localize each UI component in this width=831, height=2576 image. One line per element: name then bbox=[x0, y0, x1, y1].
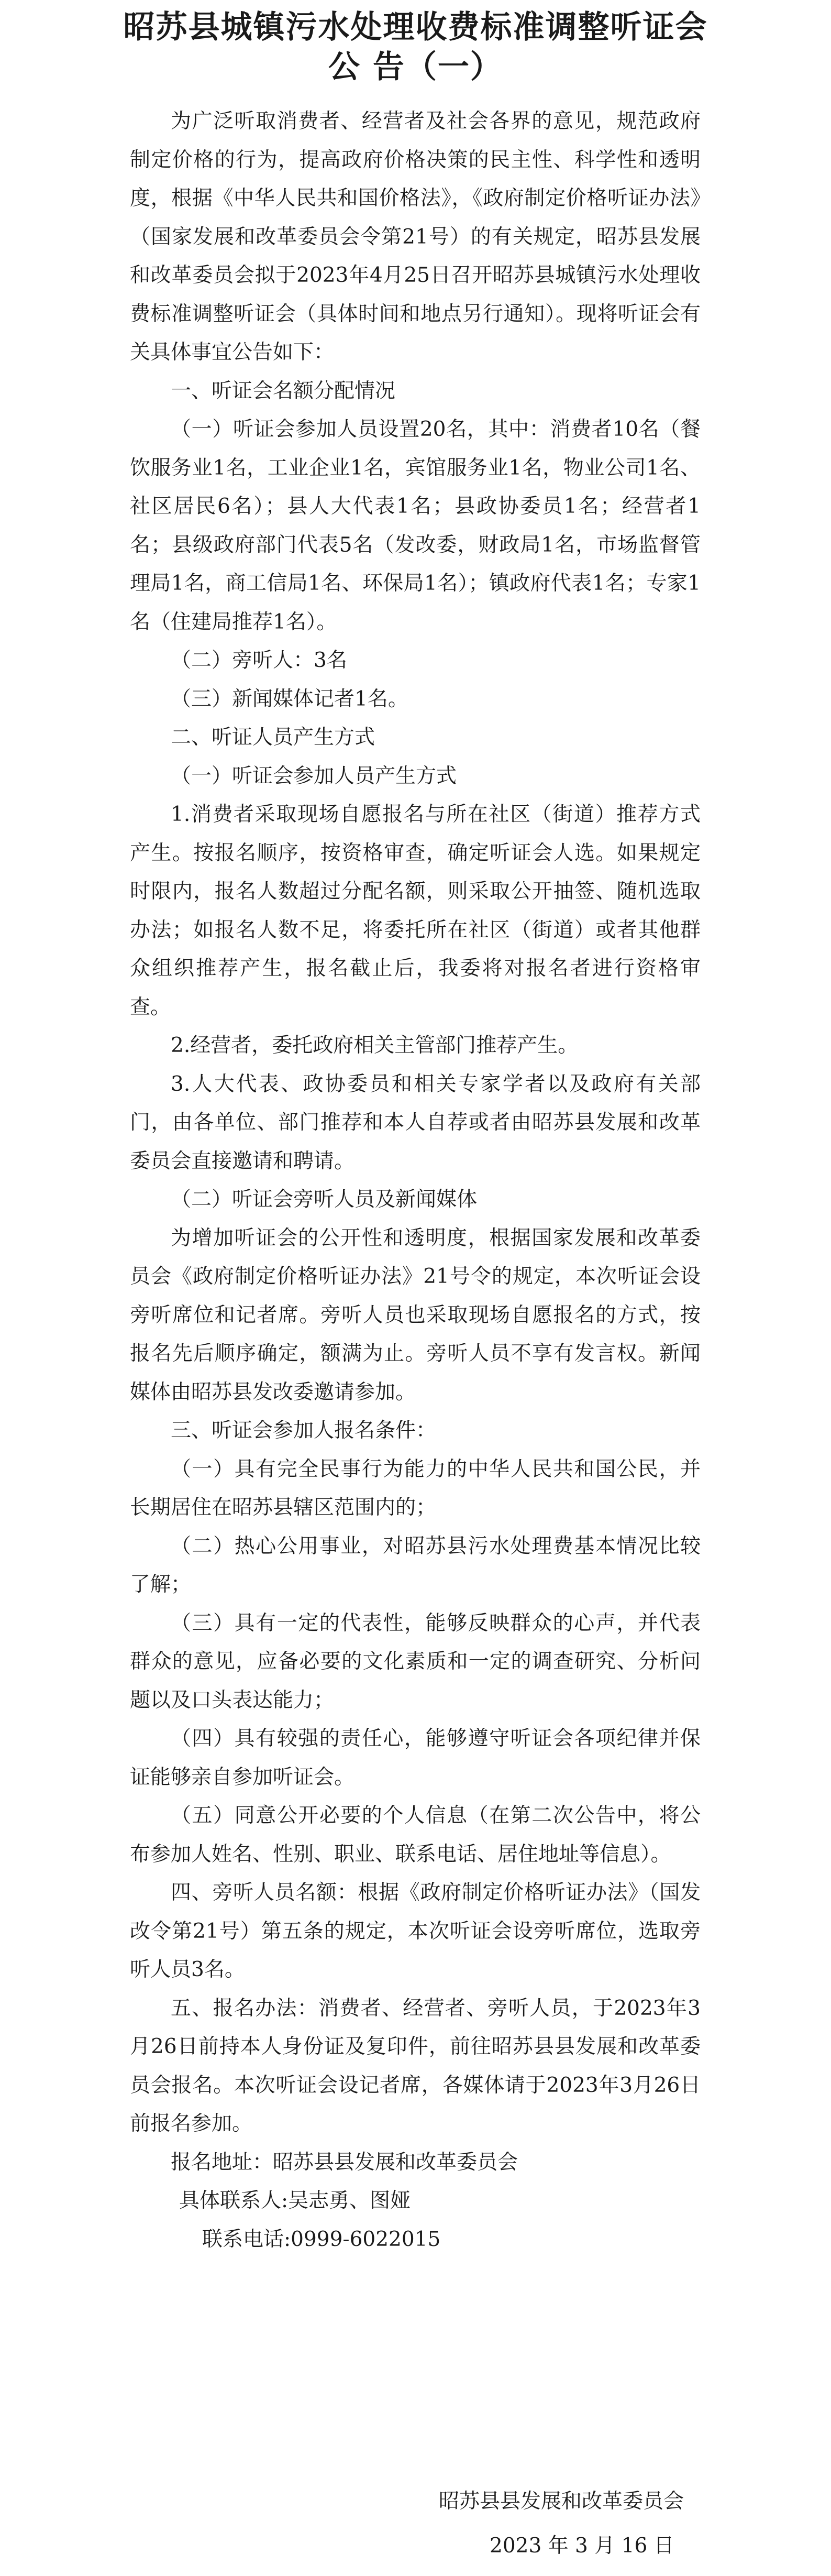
selection-subheading: （一）听证会参加人员产生方式 bbox=[171, 764, 457, 788]
quota-media-paragraph: （三）新闻媒体记者1名。 bbox=[171, 687, 408, 711]
section-registration: 五、报名办法：消费者、经营者、旁听人员，于2023年3月26日前持本人身份证及复印件，前往昭苏县县发展和改革委员会报名。本次听证会设记者席，各媒体请于2023年3月26日前报名参加。 bbox=[130, 1996, 701, 2135]
section-heading-conditions: 三、听证会参加人报名条件： bbox=[171, 1419, 437, 1442]
condition-1-paragraph: （一）具有完全民事行为能力的中华人民共和国公民，并长期居住在昭苏县辖区范围内的； bbox=[130, 1457, 701, 1519]
observers-subheading: （二）听证会旁听人员及新闻媒体 bbox=[171, 1188, 478, 1211]
selection-operators-paragraph: 2.经营者，委托政府相关主管部门推荐产生。 bbox=[171, 1034, 579, 1057]
selection-consumers-paragraph: 1.消费者采取现场自愿报名与所在社区（街道）推荐方式产生。按报名顺序，按资格审查，确定听证会人选。如果规定时限内，报名人数超过分配名额，则采取公开抽签、随机选取办法；如报名人数不足，将委托所在社区（街道）或者其他群众组织推荐产生，报名截止后，我委将对报名者进行资格审查。 bbox=[130, 803, 701, 1019]
condition-2-paragraph: （二）热心公用事业，对昭苏县污水处理费基本情况比较了解； bbox=[130, 1534, 701, 1596]
page-subtitle: 公 告（一） bbox=[328, 49, 503, 85]
condition-4-paragraph: （四）具有较强的责任心，能够遵守听证会各项纪律并保证能够亲自参加听证会。 bbox=[130, 1727, 701, 1789]
contact-person: 具体联系人:吴志勇、图娅 bbox=[179, 2189, 411, 2212]
section-heading-quota: 一、听证会名额分配情况 bbox=[171, 379, 396, 403]
signature-organization: 昭苏县县发展和改革委员会 bbox=[439, 2490, 684, 2513]
contact-phone: 联系电话:0999-6022015 bbox=[202, 2227, 441, 2251]
intro-paragraph: 为广泛听取消费者、经营者及社会各界的意见，规范政府制定价格的行为，提高政府价格决策的民主性、科学性和透明度，根据《中华人民共和国价格法》，《政府制定价格听证办法》（国家发展和改革委员会令第21号）的有关规定，昭苏县发展和改革委员会拟于2023年4月25日召开昭苏县城镇污水处理收费标准调整听证会（具体时间和地点另行通知）。现将听证会有关具体事宜公告如下： bbox=[130, 109, 701, 364]
section-heading-selection: 二、听证人员产生方式 bbox=[171, 726, 375, 749]
signature-date: 2023 年 3 月 16 日 bbox=[490, 2534, 674, 2558]
section-observer-quota: 四、旁听人员名额：根据《政府制定价格听证办法》（国发改令第21号）第五条的规定，本次听证会设旁听席位，选取旁听人员3名。 bbox=[130, 1881, 701, 1981]
selection-representatives-paragraph: 3.人大代表、政协委员和相关专家学者以及政府有关部门，由各单位、部门推荐和本人自荐或者由昭苏县发展和改革委员会直接邀请和聘请。 bbox=[130, 1072, 701, 1173]
condition-5-paragraph: （五）同意公开必要的个人信息（在第二次公告中，将公布参加人姓名、性别、职业、联系电话、居住地址等信息）。 bbox=[130, 1804, 701, 1866]
observers-paragraph: 为增加听证会的公开性和透明度，根据国家发展和改革委员会《政府制定价格听证办法》21号令的规定，本次听证会设旁听席位和记者席。旁听人员也采取现场自愿报名的方式，按报名先后顺序确定，额满为止。旁听人员不享有发言权。新闻媒体由昭苏县发改委邀请参加。 bbox=[130, 1226, 701, 1404]
quota-observers-paragraph: （二）旁听人：3名 bbox=[171, 649, 347, 672]
condition-3-paragraph: （三）具有一定的代表性，能够反映群众的心声，并代表群众的意见，应备必要的文化素质和一定的调查研究、分析问题以及口头表达能力； bbox=[130, 1611, 701, 1712]
page-title: 昭苏县城镇污水处理收费标准调整听证会 bbox=[123, 9, 708, 46]
notice-body bbox=[130, 102, 701, 2259]
quota-participants-paragraph: （一）听证会参加人员设置20名，其中：消费者10名（餐饮服务业1名，工业企业1名，宾馆服务业1名，物业公司1名、社区居民6名）；县人大代表1名；县政协委员1名；经营者1名；县级政府部门代表5名（发改委，财政局1名，市场监督管理局1名，商工信局1名、环保局1名）；镇政府代表1名；专家1名（住建局推荐1名）。 bbox=[130, 418, 701, 634]
contact-address: 报名地址：昭苏县县发展和改革委员会 bbox=[171, 2150, 518, 2174]
